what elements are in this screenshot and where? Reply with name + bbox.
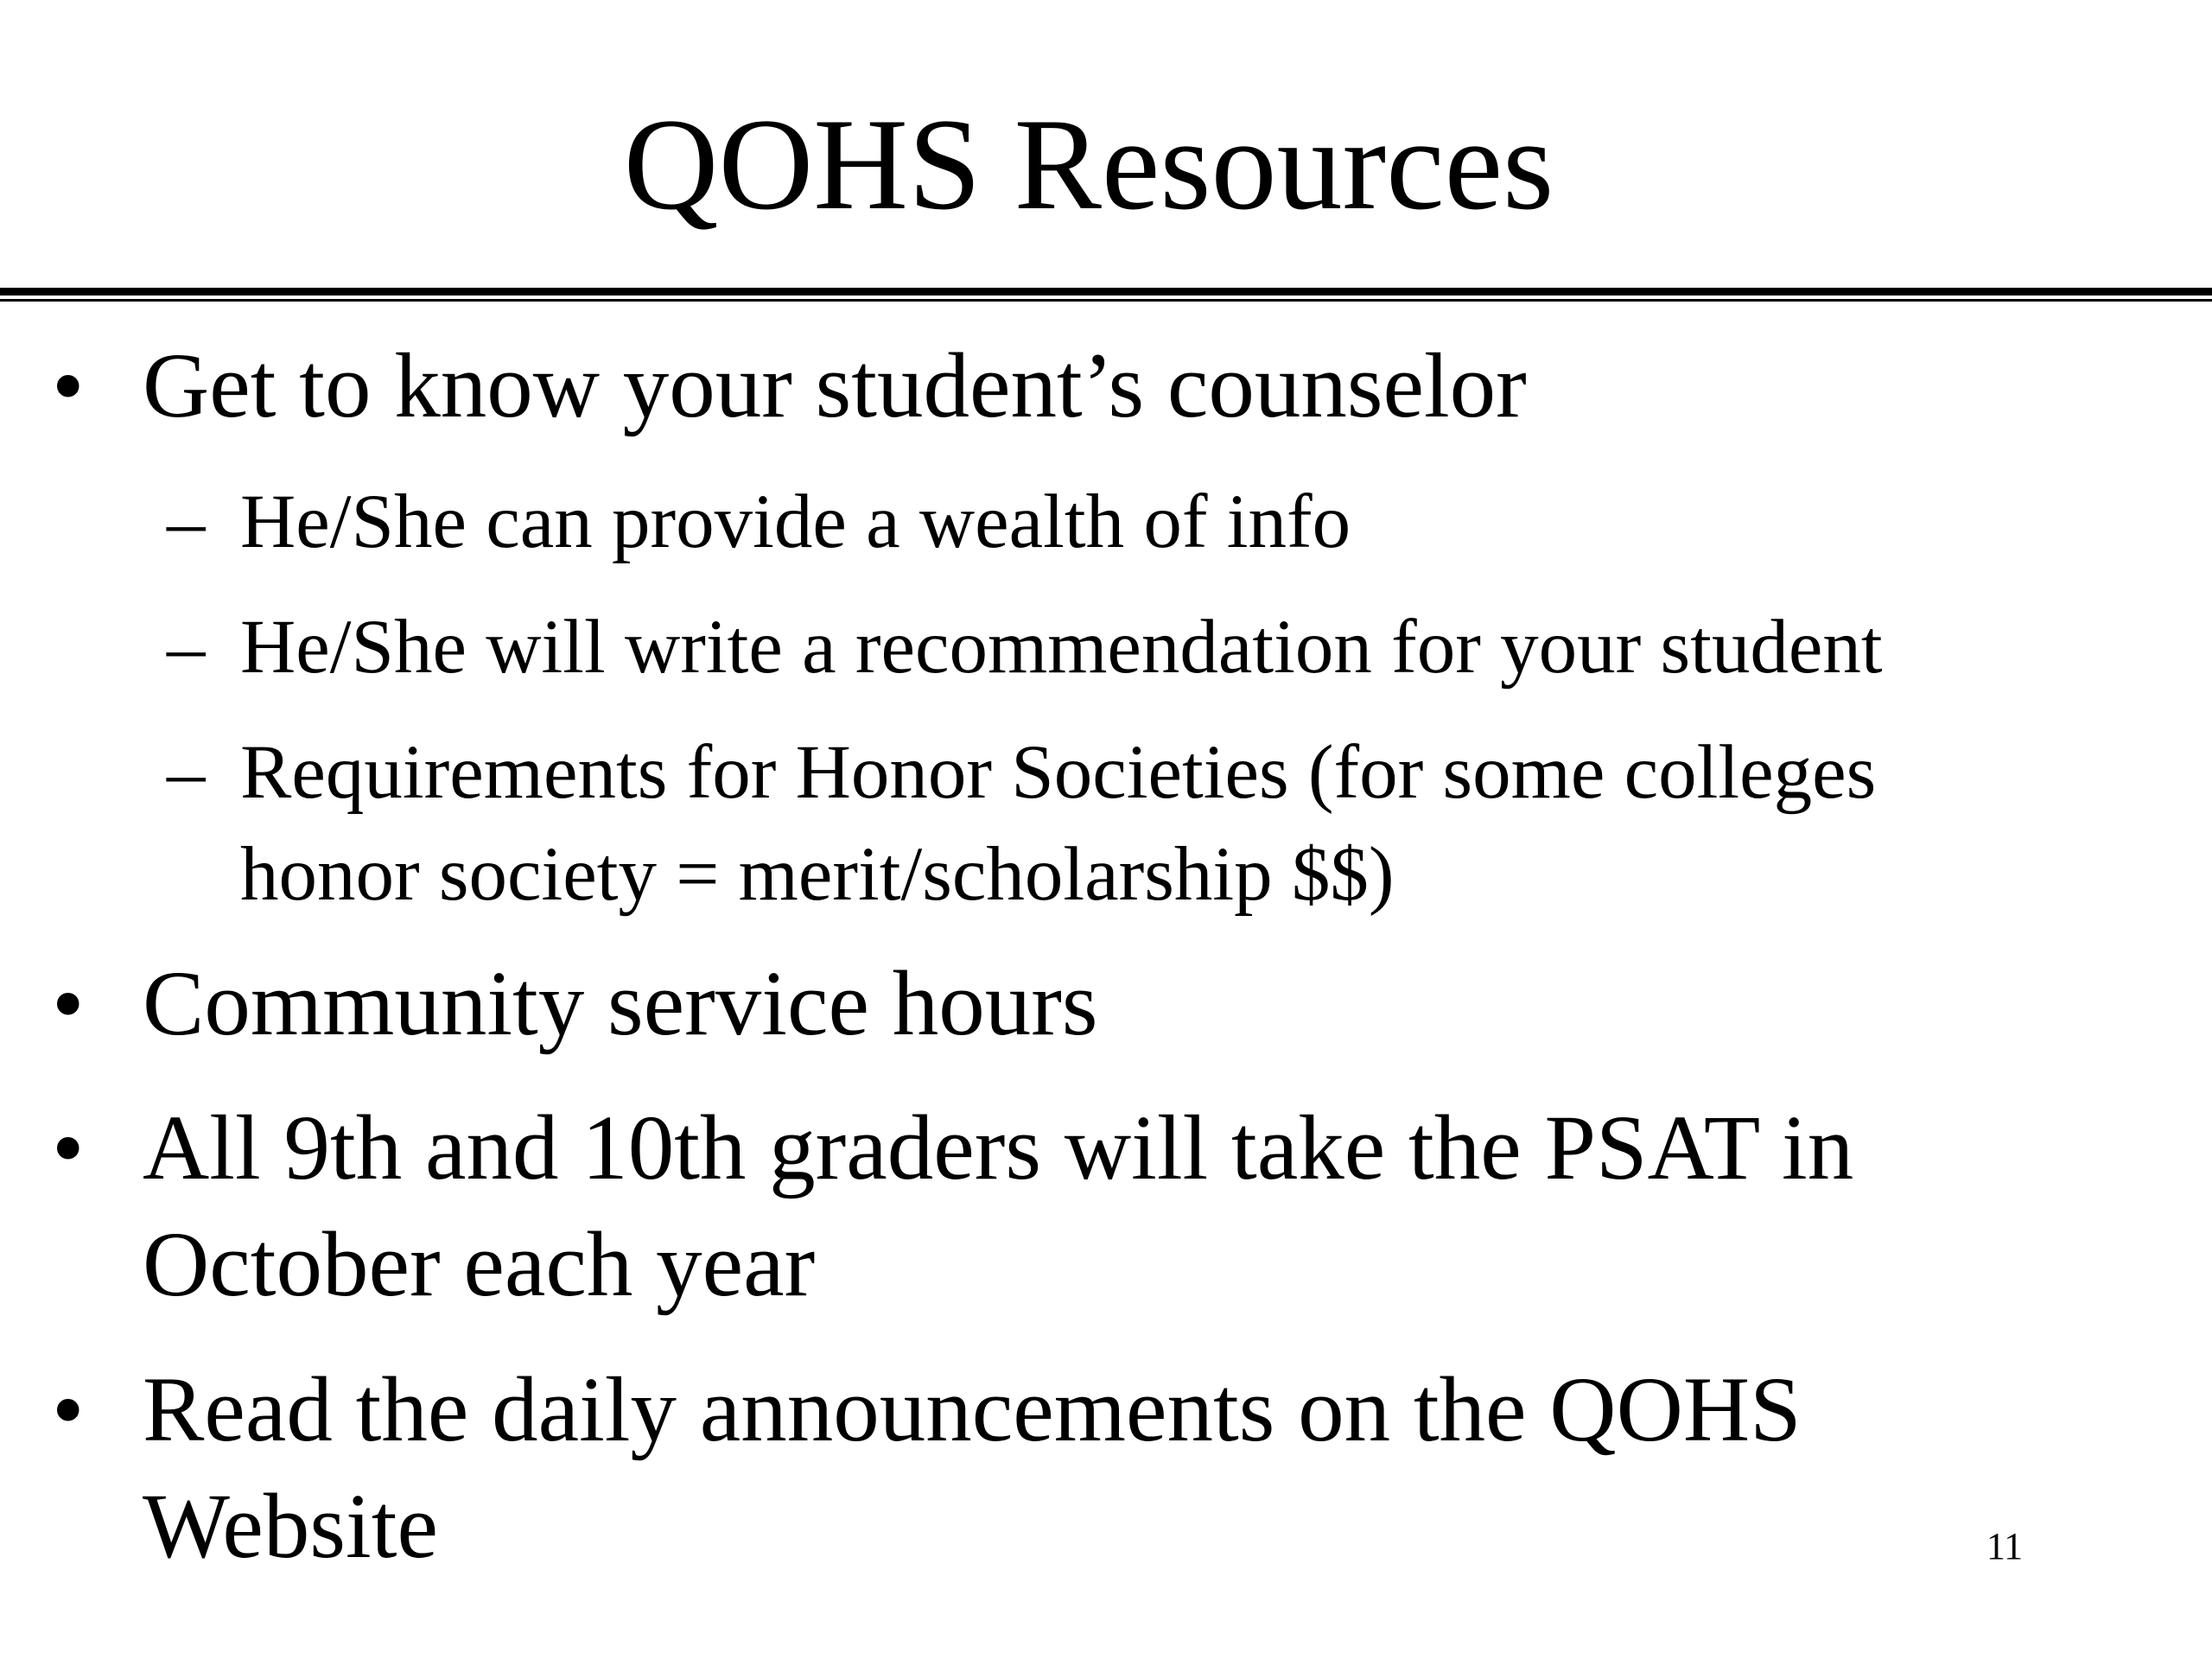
bullet-icon: • <box>52 953 85 1055</box>
bullet-line <box>52 946 1098 1063</box>
bullet-item <box>52 1090 1853 1324</box>
slide-title: QOHS Resources <box>623 92 1554 237</box>
bullet-line <box>52 1207 1853 1324</box>
bullet-text: October each year <box>143 1214 816 1316</box>
bullet-text: All 9th and 10th graders will take the PSAT in <box>143 1097 1854 1199</box>
sub-bullet-text: He/She will write a recommendation for your student <box>240 605 1883 690</box>
bullet-icon: • <box>52 1097 85 1199</box>
dash-icon: – <box>167 730 206 815</box>
bullet-line <box>52 1352 1802 1469</box>
dash-icon: – <box>167 605 206 690</box>
bullet-icon: • <box>52 335 85 437</box>
sub-bullet-line <box>52 823 1876 925</box>
sub-bullet-line <box>52 471 1351 573</box>
sub-bullet-text: He/She can provide a wealth of info <box>240 480 1351 564</box>
bullet-text: Get to know your student’s counselor <box>143 335 1527 437</box>
sub-bullet-line <box>52 721 1876 823</box>
bullet-item <box>52 946 1098 1063</box>
dash-icon: – <box>167 480 206 564</box>
sub-bullet-line <box>52 596 1883 698</box>
bullet-text: Community service hours <box>143 953 1098 1055</box>
bullet-icon: • <box>52 1359 85 1461</box>
bullet-text: Read the daily announcements on the QOHS <box>143 1359 1802 1461</box>
sub-bullet-item <box>52 596 1883 698</box>
bullet-line <box>52 1469 1802 1586</box>
bullet-line <box>52 1090 1853 1207</box>
page-number: 11 <box>1986 1525 2024 1567</box>
bullet-text: Website <box>143 1476 439 1578</box>
bullet-line <box>52 328 1527 445</box>
sub-bullet-item <box>52 721 1876 925</box>
sub-bullet-text: honor society = merit/scholarship $$) <box>240 832 1395 917</box>
sub-bullet-item <box>52 471 1351 573</box>
bullet-item <box>52 328 1527 445</box>
sub-bullet-text: Requirements for Honor Societies (for some colleges <box>240 730 1877 815</box>
bullet-item <box>52 1352 1802 1586</box>
